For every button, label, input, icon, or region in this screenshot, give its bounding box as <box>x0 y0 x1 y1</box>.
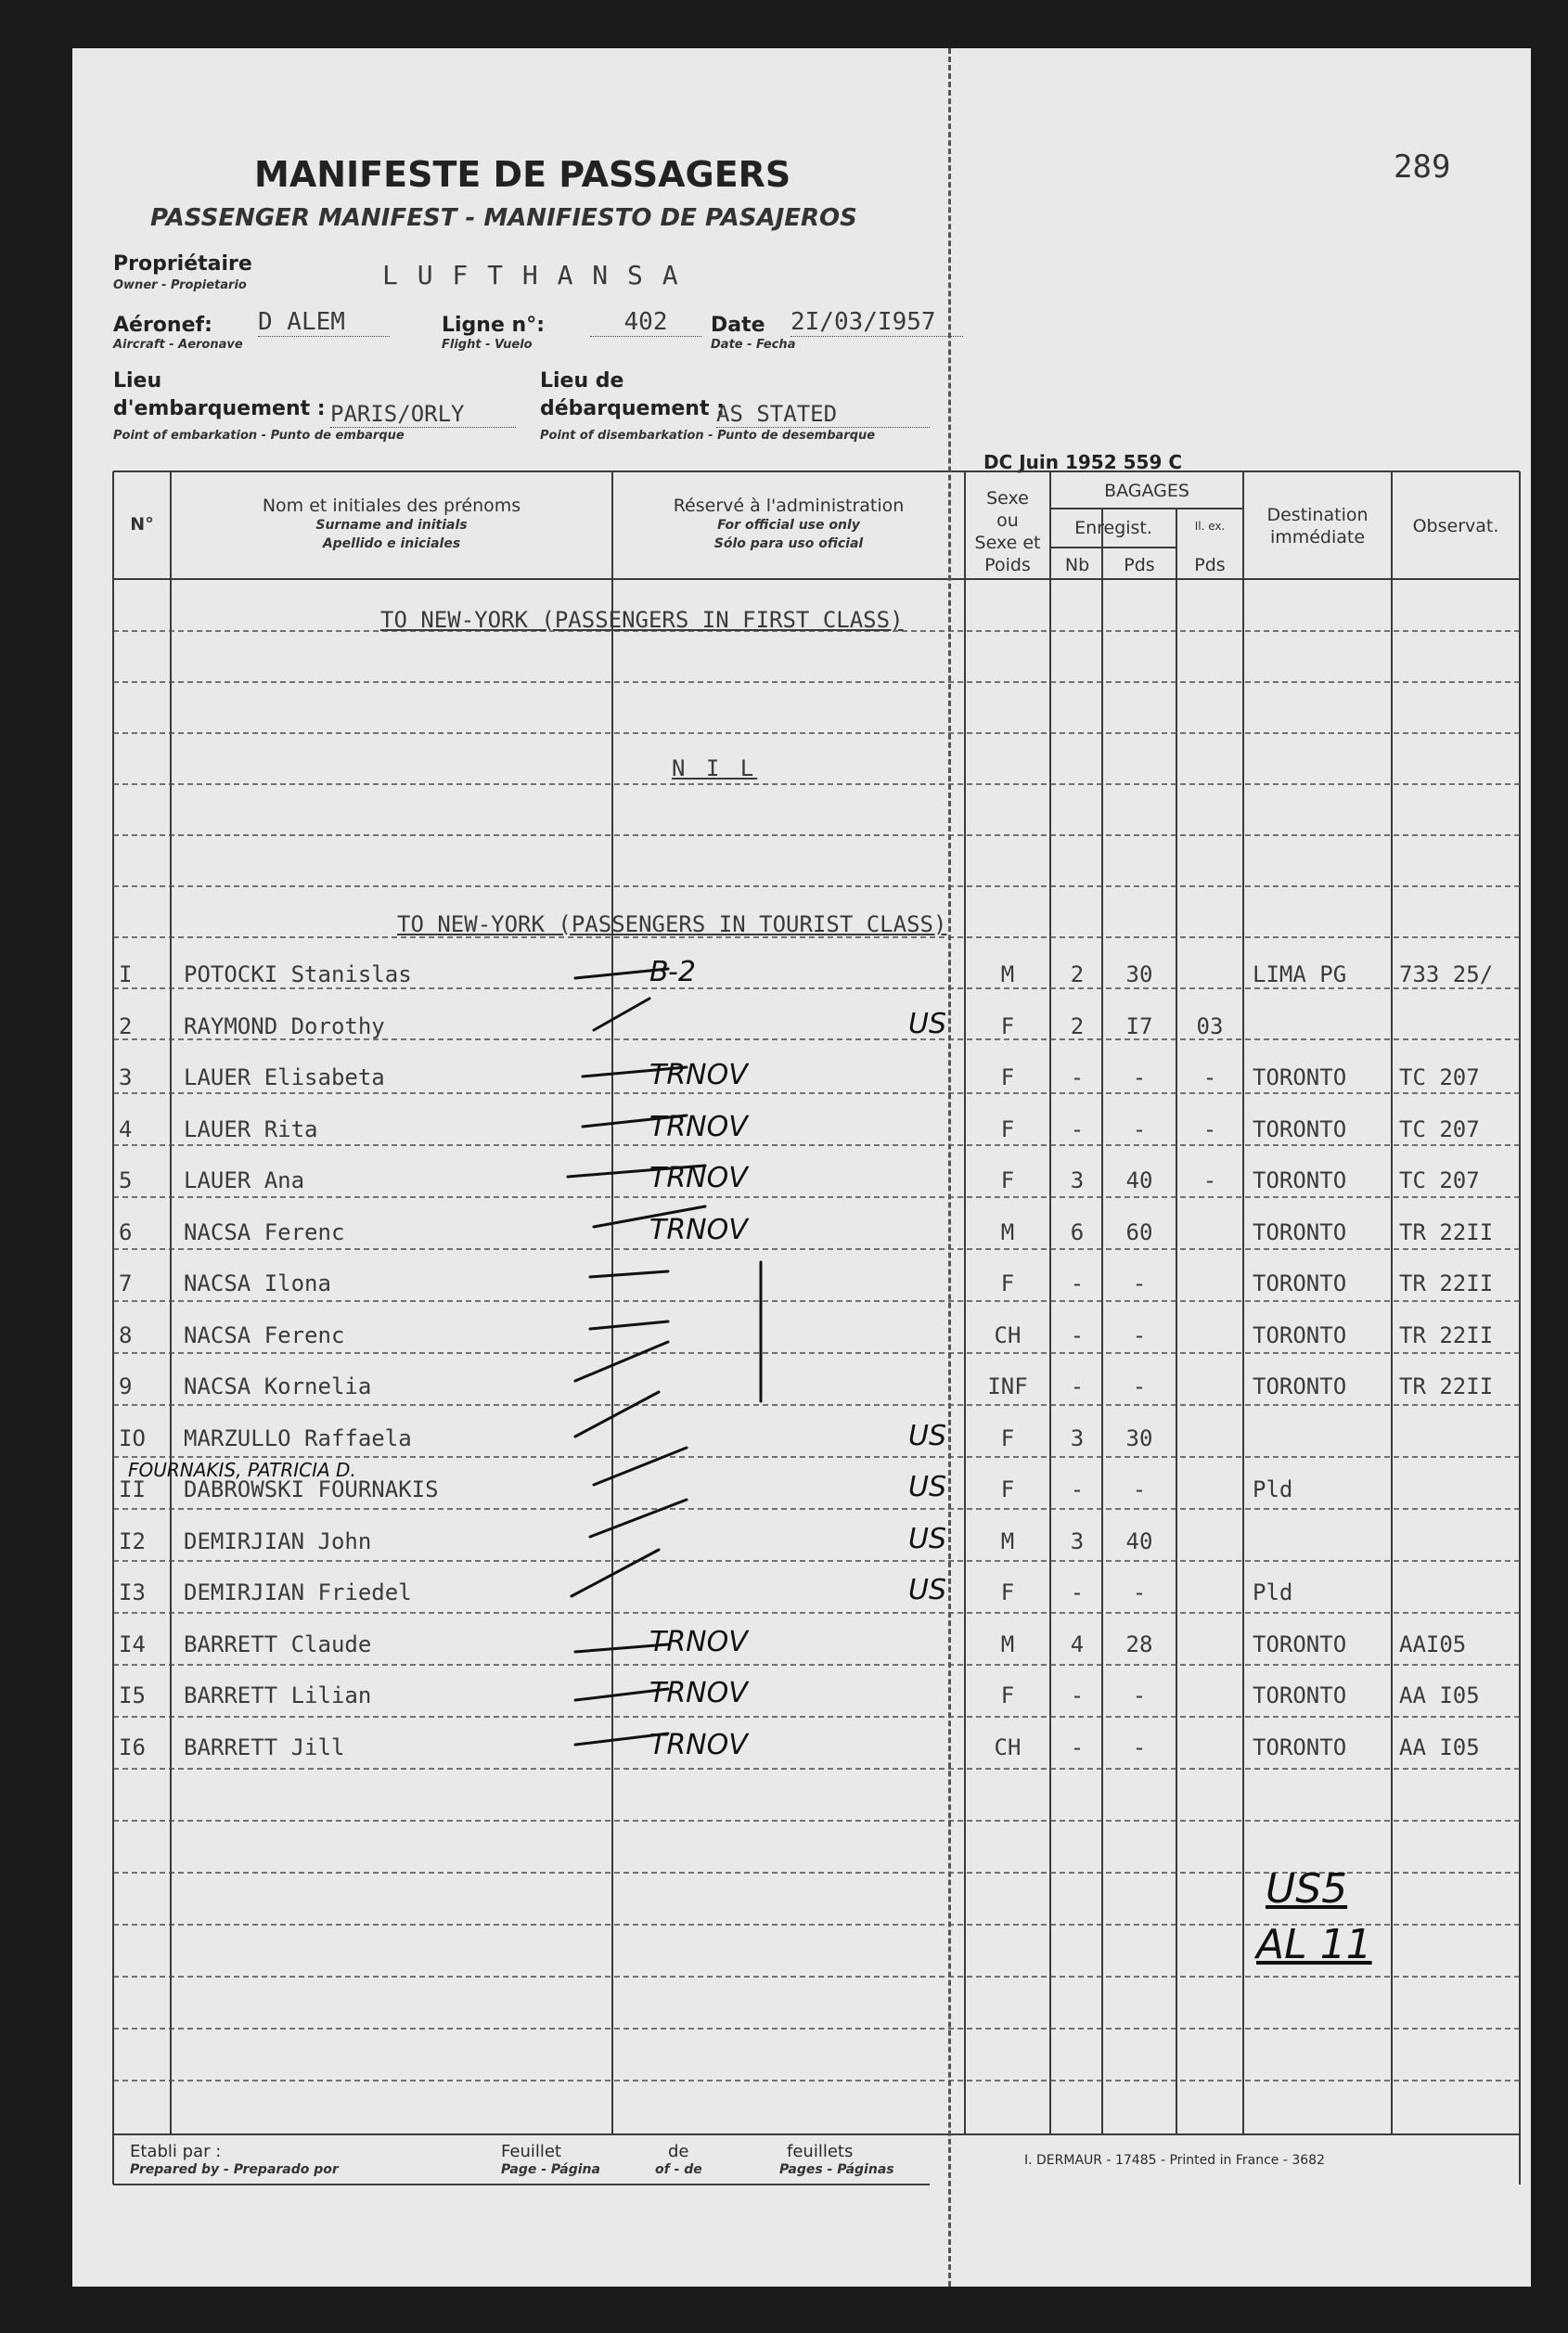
row-admin-mark: US <box>907 1523 946 1555</box>
row-admin-mark: TRNOV <box>649 1626 748 1658</box>
row-baggage-nb: 2 <box>1070 1013 1085 1039</box>
row-observation: TR 22II <box>1399 1322 1494 1348</box>
row-sex: CH <box>994 1734 1022 1760</box>
embark-label-2: d'embarquement : <box>113 397 326 420</box>
row-baggage-pds: - <box>1132 1270 1147 1296</box>
row-no: I4 <box>119 1631 146 1657</box>
row-name: DEMIRJIAN Friedel <box>184 1579 412 1605</box>
row-no: I <box>119 961 133 987</box>
row-baggage-pds: 60 <box>1125 1219 1153 1245</box>
owner-label: Propriétaire <box>113 252 252 276</box>
row-baggage-nb: - <box>1070 1116 1085 1142</box>
row-baggage-nb: - <box>1070 1373 1085 1399</box>
row-name: DABROWSKI FOURNAKIS <box>184 1476 439 1502</box>
row-sex: CH <box>994 1322 1022 1348</box>
row-name: LAUER Elisabeta <box>184 1064 385 1090</box>
row-baggage-pds: - <box>1132 1064 1147 1090</box>
row-observation: AA I05 <box>1399 1682 1480 1708</box>
col-registered: Enregist. <box>1074 518 1152 538</box>
row-baggage-nb: - <box>1070 1682 1085 1708</box>
col-sex-3: Sexe et <box>974 533 1041 553</box>
row-baggage-pds: 30 <box>1125 961 1153 987</box>
row-baggage-pds: - <box>1132 1373 1147 1399</box>
row-no: II <box>119 1476 146 1502</box>
row-destination: LIMA PG <box>1253 961 1347 987</box>
footer-page-sublabel: Page - Página <box>501 2162 600 2177</box>
col-reserved: Réservé à l'administration <box>673 496 905 516</box>
section-nil: N I L <box>672 755 758 781</box>
row-no: 6 <box>119 1219 133 1245</box>
date-sublabel: Date - Fecha <box>711 338 796 352</box>
row-no: 9 <box>119 1373 133 1399</box>
row-observation: TR 22II <box>1399 1373 1494 1399</box>
disembark-sublabel: Point of disembarkation - Punto de desembarque <box>540 429 876 443</box>
row-sex: M <box>1000 1631 1015 1657</box>
col-no: N° <box>130 514 154 535</box>
row-observation: AAI05 <box>1399 1631 1467 1657</box>
row-baggage-pds: 40 <box>1125 1528 1153 1554</box>
form-code: DC Juin 1952 559 C <box>983 451 1182 473</box>
col-pds: Pds <box>1124 555 1155 575</box>
row-baggage-pds: 40 <box>1125 1167 1153 1193</box>
page-number: 289 <box>1394 148 1451 186</box>
row-baggage-pds: I7 <box>1125 1013 1153 1039</box>
section-tourist-class: TO NEW-YORK (PASSENGERS IN TOURIST CLASS) <box>397 911 947 937</box>
col-destination-2: immédiate <box>1269 527 1366 548</box>
row-baggage-pds: 30 <box>1125 1425 1153 1451</box>
row-sex: F <box>1000 1682 1015 1708</box>
aircraft-label: Aéronef: <box>113 314 212 337</box>
row-destination: TORONTO <box>1253 1167 1347 1193</box>
row-baggage-nb: - <box>1070 1734 1085 1760</box>
row-destination: Pld <box>1253 1476 1293 1502</box>
disembark-label-1: Lieu de <box>540 369 624 393</box>
row-sex: F <box>1000 1064 1015 1090</box>
row-name: BARRETT Jill <box>184 1734 345 1760</box>
row-no: 4 <box>119 1116 133 1142</box>
row-observation: TR 22II <box>1399 1219 1494 1245</box>
row-baggage-pds: - <box>1132 1116 1147 1142</box>
flight-value: 402 <box>590 308 701 337</box>
row-name: LAUER Rita <box>184 1116 318 1142</box>
row-baggage-nb: - <box>1070 1270 1085 1296</box>
row-admin-mark: TRNOV <box>649 1729 748 1761</box>
owner-sublabel: Owner - Propietario <box>113 278 247 292</box>
col-sex-4: Poids <box>984 555 1031 575</box>
col-observations: Observat. <box>1412 516 1499 536</box>
row-no: 8 <box>119 1322 133 1348</box>
row-sex: M <box>1000 961 1015 987</box>
row-baggage-pds: - <box>1132 1682 1147 1708</box>
row-observation: AA I05 <box>1399 1734 1480 1760</box>
disembark-label-2: débarquement : <box>540 397 725 420</box>
row-no: I2 <box>119 1528 146 1554</box>
handwritten-fournakis-note: FOURNAKIS, PATRICIA D. <box>128 1459 356 1481</box>
row-no: 5 <box>119 1167 133 1193</box>
handwritten-al-total: AL 11 <box>1256 1921 1372 1968</box>
row-no: I6 <box>119 1734 146 1760</box>
row-baggage-pds: - <box>1132 1734 1147 1760</box>
aircraft-value: D ALEM <box>258 308 390 337</box>
flight-label: Ligne n°: <box>442 314 546 337</box>
row-baggage-nb: - <box>1070 1476 1085 1502</box>
row-baggage-pds: 28 <box>1125 1631 1153 1657</box>
row-name: NACSA Ferenc <box>184 1219 345 1245</box>
row-admin-mark: B-2 <box>649 956 696 988</box>
row-baggage-nb: 4 <box>1070 1631 1085 1657</box>
row-admin-mark: TRNOV <box>649 1111 748 1143</box>
row-destination: Pld <box>1253 1579 1293 1605</box>
row-name: BARRETT Claude <box>184 1631 372 1657</box>
col-sex-2: ou <box>996 510 1019 531</box>
row-sex: INF <box>987 1373 1028 1399</box>
col-reserved-sub1: For official use only <box>717 518 860 533</box>
col-non-reg: Il. ex. <box>1194 520 1226 533</box>
row-sex: F <box>1000 1270 1015 1296</box>
flight-sublabel: Flight - Vuelo <box>442 338 533 352</box>
col-sex-1: Sexe <box>986 488 1029 509</box>
col-name-sub2: Apellido e iniciales <box>322 536 461 551</box>
row-baggage-nb: - <box>1070 1064 1085 1090</box>
embark-value: PARIS/ORLY <box>330 401 516 428</box>
footer-printer: I. DERMAUR - 17485 - Printed in France - 3682 <box>1024 2153 1325 2168</box>
handwritten-us-total: US5 <box>1266 1865 1348 1913</box>
row-name: MARZULLO Raffaela <box>184 1425 412 1451</box>
date-value: 2I/03/I957 <box>790 308 963 337</box>
row-baggage-nb: 6 <box>1070 1219 1085 1245</box>
disembark-value: AS STATED <box>716 401 930 428</box>
row-sex: F <box>1000 1425 1015 1451</box>
row-destination: TORONTO <box>1253 1734 1347 1760</box>
row-baggage-nb: - <box>1070 1579 1085 1605</box>
row-name: LAUER Ana <box>184 1167 305 1193</box>
row-no: 2 <box>119 1013 133 1039</box>
row-no: 3 <box>119 1064 133 1090</box>
row-observation: TC 207 <box>1399 1116 1480 1142</box>
col-reserved-sub2: Sólo para uso oficial <box>713 536 864 551</box>
row-non-reg-pds: 03 <box>1196 1013 1224 1039</box>
row-observation: TR 22II <box>1399 1270 1494 1296</box>
row-destination: TORONTO <box>1253 1116 1347 1142</box>
embark-sublabel: Point of embarkation - Punto de embarque <box>113 429 405 443</box>
row-observation: 733 25/ <box>1399 961 1494 987</box>
footer-page-label: Feuillet <box>501 2142 561 2161</box>
manifest-subtitle: PASSENGER MANIFEST - MANIFIESTO DE PASAJEROS <box>150 204 857 232</box>
row-observation: TC 207 <box>1399 1064 1480 1090</box>
row-name: NACSA Ilona <box>184 1270 331 1296</box>
row-name: DEMIRJIAN John <box>184 1528 372 1554</box>
row-no: I3 <box>119 1579 146 1605</box>
footer-pages-sublabel: Pages - Páginas <box>779 2162 894 2177</box>
owner-value: L U F T H A N S A <box>382 260 680 290</box>
row-baggage-pds: - <box>1132 1322 1147 1348</box>
row-baggage-nb: 3 <box>1070 1425 1085 1451</box>
manifest-title: MANIFESTE DE PASSAGERS <box>254 154 791 195</box>
row-admin-mark: US <box>907 1471 946 1503</box>
row-admin-mark: TRNOV <box>649 1059 748 1091</box>
aircraft-sublabel: Aircraft - Aeronave <box>113 338 243 352</box>
row-destination: TORONTO <box>1253 1064 1347 1090</box>
row-sex: F <box>1000 1579 1015 1605</box>
row-non-reg-pds: - <box>1202 1167 1217 1193</box>
embark-label-1: Lieu <box>113 369 162 393</box>
row-non-reg-pds: - <box>1202 1116 1217 1142</box>
row-destination: TORONTO <box>1253 1322 1347 1348</box>
row-sex: M <box>1000 1219 1015 1245</box>
row-baggage-pds: - <box>1132 1476 1147 1502</box>
row-destination: TORONTO <box>1253 1631 1347 1657</box>
row-baggage-nb: 3 <box>1070 1528 1085 1554</box>
col-baggage: BAGAGES <box>1104 481 1189 501</box>
footer-of-sublabel: of - de <box>655 2162 702 2177</box>
row-no: IO <box>119 1425 146 1451</box>
row-observation: TC 207 <box>1399 1167 1480 1193</box>
row-sex: F <box>1000 1116 1015 1142</box>
footer-prepared-sublabel: Prepared by - Preparado por <box>130 2162 339 2177</box>
row-name: POTOCKI Stanislas <box>184 961 412 987</box>
row-name: NACSA Ferenc <box>184 1322 345 1348</box>
row-name: RAYMOND Dorothy <box>184 1013 385 1039</box>
footer-prepared-label: Etabli par : <box>130 2142 222 2161</box>
row-no: 7 <box>119 1270 133 1296</box>
row-name: NACSA Kornelia <box>184 1373 372 1399</box>
col-destination-1: Destination <box>1266 505 1369 525</box>
row-baggage-nb: - <box>1070 1322 1085 1348</box>
date-label: Date <box>711 314 765 337</box>
row-destination: TORONTO <box>1253 1219 1347 1245</box>
row-destination: TORONTO <box>1253 1270 1347 1296</box>
row-baggage-nb: 3 <box>1070 1167 1085 1193</box>
row-name: BARRETT Lilian <box>184 1682 372 1708</box>
row-admin-mark: TRNOV <box>649 1677 748 1709</box>
row-destination: TORONTO <box>1253 1682 1347 1708</box>
footer-pages-label: feuillets <box>787 2142 854 2161</box>
row-admin-mark: US <box>907 1008 946 1040</box>
row-admin-mark: US <box>907 1574 946 1606</box>
row-admin-mark: TRNOV <box>649 1214 748 1246</box>
row-sex: F <box>1000 1167 1015 1193</box>
section-first-class: TO NEW-YORK (PASSENGERS IN FIRST CLASS) <box>380 607 904 633</box>
row-sex: F <box>1000 1013 1015 1039</box>
row-sex: M <box>1000 1528 1015 1554</box>
row-baggage-pds: - <box>1132 1579 1147 1605</box>
row-admin-mark: US <box>907 1420 946 1452</box>
row-destination: TORONTO <box>1253 1373 1347 1399</box>
col-pds2: Pds <box>1194 555 1226 575</box>
footer-of-label: de <box>668 2142 689 2161</box>
row-baggage-nb: 2 <box>1070 961 1085 987</box>
col-name-sub1: Surname and initials <box>315 518 468 533</box>
row-non-reg-pds: - <box>1202 1064 1217 1090</box>
row-admin-mark: TRNOV <box>649 1162 748 1194</box>
row-sex: F <box>1000 1476 1015 1502</box>
col-nb: Nb <box>1064 555 1090 575</box>
row-no: I5 <box>119 1682 146 1708</box>
col-name: Nom et initiales des prénoms <box>262 496 521 516</box>
